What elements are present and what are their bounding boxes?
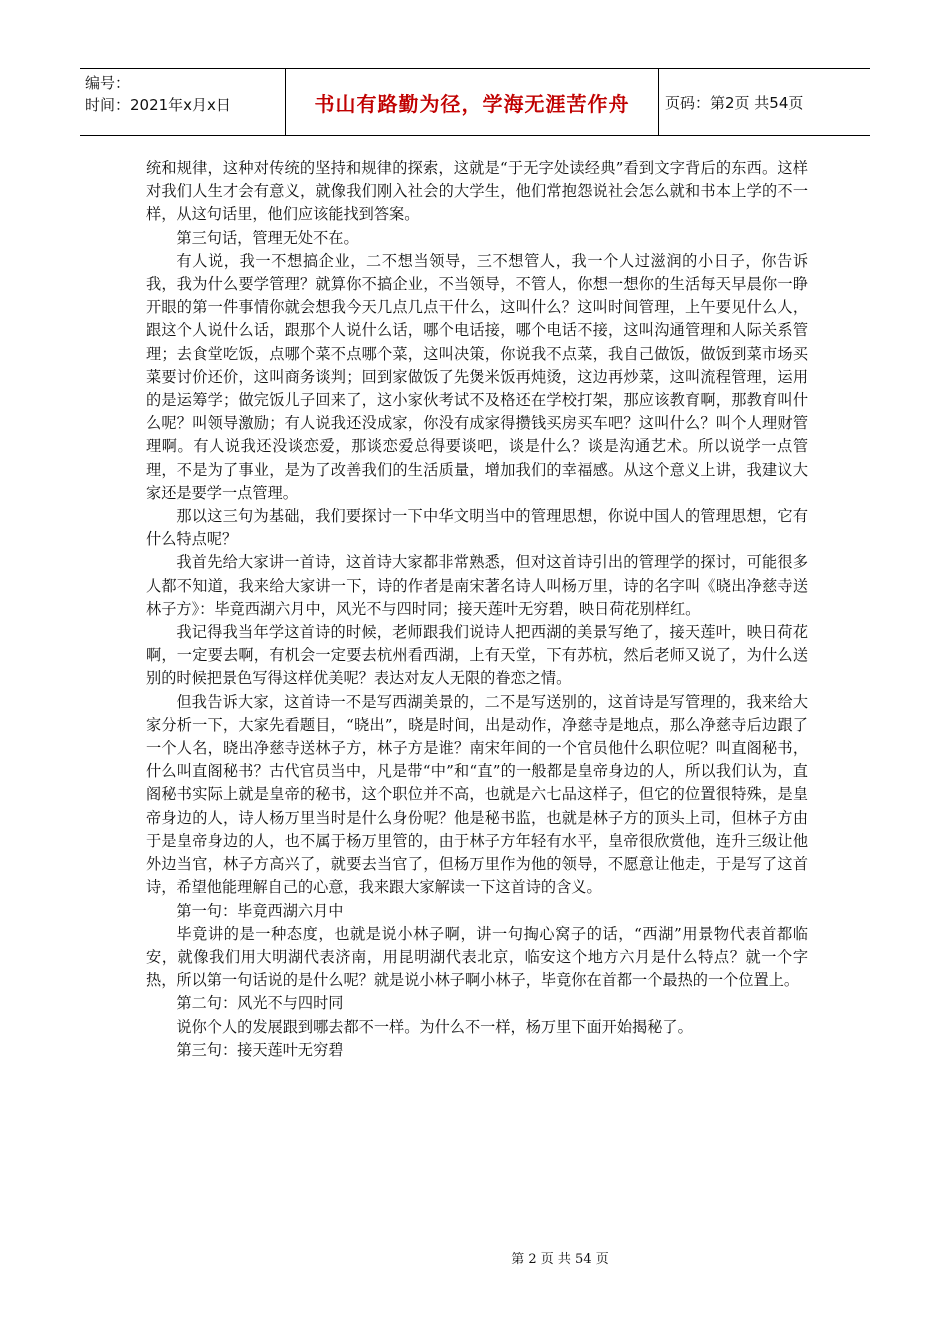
header-page-number: 页码：第2页 共54页 [665, 93, 804, 112]
body-paragraph: 有人说，我一不想搞企业，二不想当领导，三不想管人，我一个人过滋润的小日子，你告诉我，我为什么要学管理？就算你不搞企业，不当领导，不管人，你想一想你的生活每天早晨你一睁开眼的第一件事情你就会想我今天几点几点干什么，这叫什么？这叫时间管理，上午要见什么人，跟这个人说什么话，跟那个人说什么话，哪个电话接，哪个电话不接，这叫沟通管理和人际关系管理；去食堂吃饭，点哪个菜不点哪个菜，这叫决策，你说我不点菜，我自己做饭，做饭到菜市场买菜要讨价还价，这叫商务谈判；回到家做饭了先煲米饭再炖烫，这边再炒菜，这叫流程管理，运用的是运筹学；做完饭儿子回来了，这小家伙考试不及格还在学校打架，那应该教育啊，那教育叫什么呢？叫领导激励；有人说我还没成家，你没有成家得攒钱买房买车吧？这叫什么？叫个人理财管理啊。有人说我还没谈恋爱，那谈恋爱总得要谈吧，谈是什么？谈是沟通艺术。所以说学一点管理，不是为了事业，是为了改善我们的生活质量，增加我们的幸福感。从这个意义上讲，我建议大家还是要学一点管理。 [146, 251, 808, 502]
body-paragraph: 但我告诉大家，这首诗一不是写西湖美景的，二不是写送别的，这首诗是写管理的，我来给大家分析一下，大家先看题目，“晓出”，晓是时间，出是动作，净慈寺是地点，那么净慈寺后边跟了一个人名，晓出净慈寺送林子方，林子方是谁？南宋年间的一个官员他什么职位呢？叫直阁秘书，什么叫直阁秘书？古代官员当中，凡是带“中”和“直”的一般都是皇帝身边的人，所以我们认为，直阁秘书实际上就是皇帝的秘书，这个职位并不高，也就是六七品这样子，但它的位置很特殊，是皇帝身边的人，诗人杨万里当时是什么身份呢？他是秘书监，也就是林子方的顶头上司，但林子方由于是皇帝身边的人，也不属于杨万里管的，由于林子方年轻有水平，皇帝很欣赏他，连升三级让他外边当官，林子方高兴了，就要去当官了，但杨万里作为他的领导，不愿意让他走，于是写了这首诗，希望他能理解自己的心意，我来跟大家解读一下这首诗的含义。 [146, 692, 808, 897]
header-meta [80, 69, 285, 135]
body-paragraph: 那以这三句为基础，我们要探讨一下中华文明当中的管理思想，你说中国人的管理思想，它有什么特点呢？ [146, 507, 808, 549]
body-paragraph: 第三句：接天莲叶无穷碧 [176, 1040, 344, 1059]
page-header [80, 68, 870, 136]
body-paragraph: 第二句：风光不与四时同 [176, 994, 344, 1013]
body-paragraph: 第三句话，管理无处不在。 [176, 228, 359, 247]
document-date: 时间：2021年x月x日 [85, 96, 231, 114]
document-number: 编号： [85, 74, 131, 92]
body-paragraph: 说你个人的发展跟到哪去都不一样。为什么不一样，杨万里下面开始揭秘了。 [176, 1017, 693, 1036]
body-paragraph: 统和规律，这种对传统的坚持和规律的探索，这就是“于无字处读经典”看到文字背后的东西。这样对我们人生才会有意义，就像我们刚入社会的大学生，他们常抱怨说社会怎么就和书本上学的不一样，从这句话里，他们应该能找到答案。 [146, 159, 808, 224]
page-footer: 第 2 页 共 54 页 [511, 1252, 609, 1267]
body-paragraph: 第一句：毕竟西湖六月中 [176, 901, 344, 920]
body-paragraph: 我首先给大家讲一首诗，这首诗大家都非常熟悉，但对这首诗引出的管理学的探讨，可能很多人都不知道，我来给大家讲一下，诗的作者是南宋著名诗人叫杨万里，诗的名字叫《晓出净慈寺送林子方》：毕竟西湖六月中，风光不与四时同；接天莲叶无穷碧，映日荷花别样红。 [146, 553, 808, 618]
document-body [146, 157, 808, 1062]
body-paragraph: 我记得我当年学这首诗的时候，老师跟我们说诗人把西湖的美景写绝了，接天莲叶，映日荷花啊，一定要去啊，有机会一定要去杭州看西湖，上有天堂，下有苏杭，然后老师又说了，为什么送别的时候把景色写得这样优美呢？表达对友人无限的眷恋之情。 [146, 623, 808, 688]
body-paragraph: 毕竟讲的是一种态度，也就是说小林子啊，讲一句掏心窝子的话，“西湖”用景物代表首都临安，就像我们用大明湖代表济南，用昆明湖代表北京，临安这个地方六月是什么特点？就一个字热，所以第一句话说的是什么呢？就是说小林子啊小林子，毕竟你在首都一个最热的一个位置上。 [146, 924, 808, 990]
header-motto: 书山有路勤为径，学海无涯苦作舟 [285, 69, 659, 135]
